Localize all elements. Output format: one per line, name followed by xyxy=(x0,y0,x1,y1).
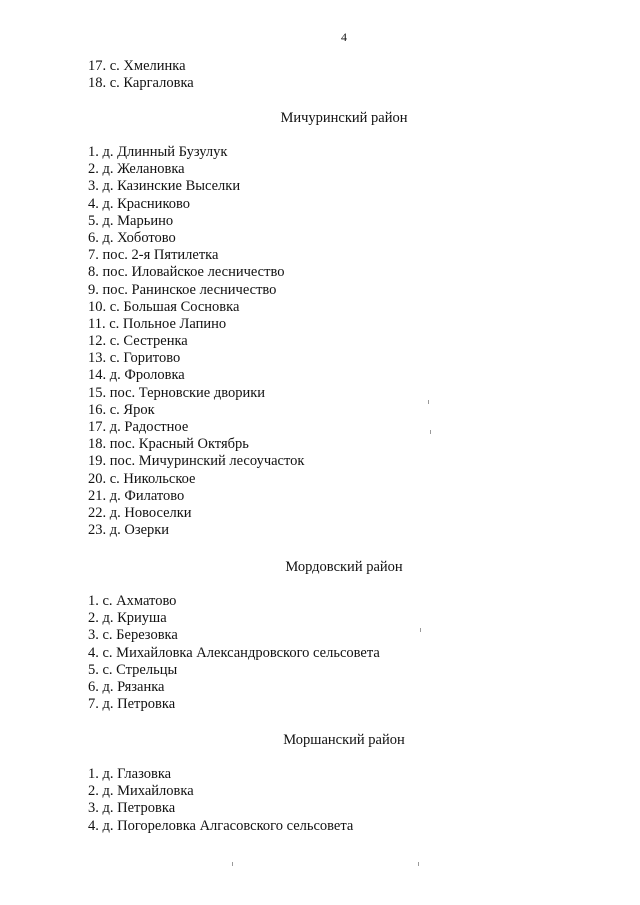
scan-speck xyxy=(418,862,419,866)
list-item: 10. с. Большая Сосновка xyxy=(88,298,240,315)
list-item: 9. пос. Ранинское лесничество xyxy=(88,281,277,298)
list-item: 1. с. Ахматово xyxy=(88,593,177,609)
list-item: 1. д. Длинный Бузулук xyxy=(88,144,228,160)
list-item: 23. д. Озерки xyxy=(88,522,170,539)
section-list-mordovsky xyxy=(88,593,600,713)
scan-speck xyxy=(420,628,421,632)
list-item: 1. д. Глазовка xyxy=(88,766,172,782)
list-item: 6. д. Рязанка xyxy=(88,678,165,695)
section-heading-michurinsky: Мичуринский район xyxy=(280,110,408,126)
list-item: 3. д. Петровка xyxy=(88,800,176,817)
list-item: 8. пос. Иловайское лесничество xyxy=(88,264,285,281)
list-item: 20. с. Никольское xyxy=(88,470,196,487)
list-item: 3. д. Казинские Выселки xyxy=(88,178,241,195)
list-item: 16. с. Ярок xyxy=(88,401,155,418)
section-heading-mordovsky: Мордовский район xyxy=(285,559,403,575)
list-item: 4. с. Михайловка Александровского сельсовета xyxy=(88,644,380,661)
list-item: 18. с. Каргаловка xyxy=(88,75,194,92)
scan-speck xyxy=(428,400,429,404)
list-item: 21. д. Филатово xyxy=(88,487,185,504)
list-item: 15. пос. Терновские дворики xyxy=(88,384,266,401)
section-heading-morshansky: Моршанский район xyxy=(283,732,405,748)
list-item: 7. пос. 2-я Пятилетка xyxy=(88,247,219,264)
list-item: 7. д. Петровка xyxy=(88,696,176,713)
list-item: 18. пос. Красный Октябрь xyxy=(88,436,249,453)
list-item: 5. с. Стрельцы xyxy=(88,661,178,678)
page-number: 4 xyxy=(341,30,347,44)
list-item: 6. д. Хоботово xyxy=(88,229,176,246)
list-item: 12. с. Сестренка xyxy=(88,333,188,350)
list-item: 5. д. Марьино xyxy=(88,212,174,229)
continued-list xyxy=(88,58,600,92)
list-item: 22. д. Новоселки xyxy=(88,504,192,521)
list-item: 2. д. Криуша xyxy=(88,610,167,627)
list-item: 14. д. Фроловка xyxy=(88,367,185,384)
list-item: 19. пос. Мичуринский лесоучасток xyxy=(88,453,305,470)
list-item: 2. д. Михайловка xyxy=(88,783,194,800)
list-item: 2. д. Желановка xyxy=(88,161,185,178)
list-item: 17. д. Радостное xyxy=(88,419,189,435)
list-item: 17. с. Хмелинка xyxy=(88,58,186,74)
section-list-michurinsky xyxy=(88,144,600,539)
list-item: 11. с. Польное Лапино xyxy=(88,315,227,332)
list-item: 4. д. Красниково xyxy=(88,195,190,212)
scan-speck xyxy=(232,862,233,866)
list-item: 4. д. Погореловка Алгасовского сельсовета xyxy=(88,817,354,834)
section-list-morshansky xyxy=(88,766,600,835)
list-item: 3. с. Березовка xyxy=(88,627,178,644)
scan-speck xyxy=(430,430,431,434)
list-item: 13. с. Горитово xyxy=(88,350,181,367)
